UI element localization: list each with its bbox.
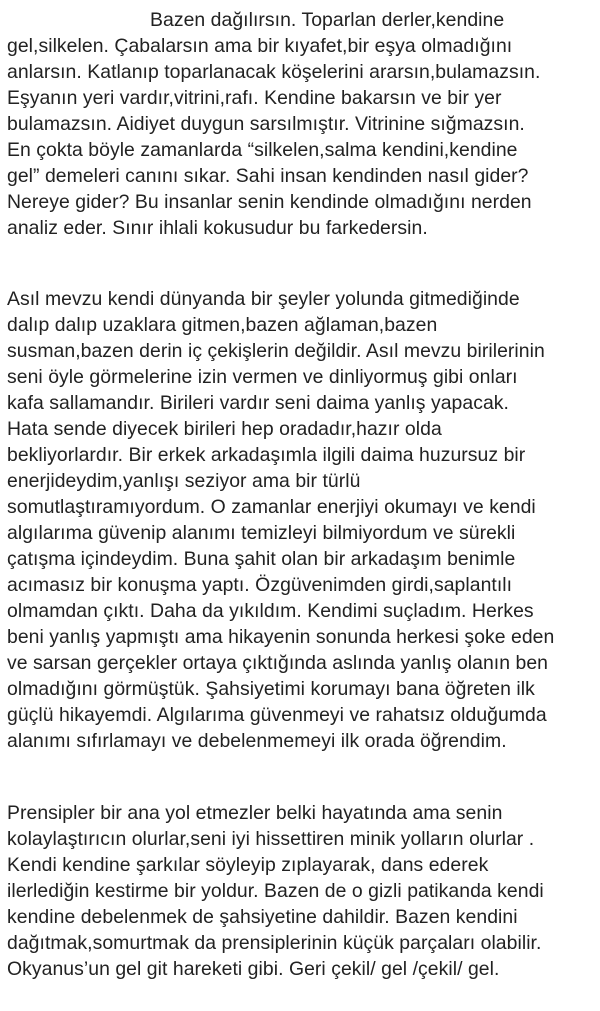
text-line: Okyanus’un gel git hareketi gibi. Geri çekil/ gel /çekil/ gel.: [7, 958, 500, 980]
text-line: alanımı sıfırlamayı ve debelenmemeyi ilk orada öğrendim.: [7, 730, 507, 752]
text-line: susman,bazen derin iç çekişlerin değildir. Asıl mevzu birilerinin: [7, 340, 545, 362]
text-line: Kendi kendine şarkılar söyleyip zıplayarak, dans ederek: [7, 854, 489, 876]
text-line: çatışma içindeydim. Buna şahit olan bir arkadaşım benimle: [7, 548, 516, 570]
text-line: bekliyorlardır. Bir erkek arkadaşımla ilgili daima huzursuz bir: [7, 444, 526, 466]
text-line: analiz eder. Sınır ihlali kokusudur bu farkedersin.: [7, 217, 428, 239]
text-line: Hata sende diyecek birileri hep oradadır,hazır olda: [7, 418, 442, 440]
text-line: Asıl mevzu kendi dünyanda bir şeyler yolunda gitmediğinde: [7, 288, 520, 310]
text-line: Eşyanın yeri vardır,vitrini,rafı. Kendine bakarsın ve bir yer: [7, 87, 502, 109]
text-line: seni öyle görmelerine izin vermen ve dinliyormuş gibi onları: [7, 366, 518, 388]
text-line: Nereye gider? Bu insanlar senin kendinde olmadığını nerden: [7, 191, 532, 213]
text-line: acımasız bir konuşma yaptı. Özgüvenimden girdi,saplantılı: [7, 574, 513, 596]
text-line: gel” demeleri canını sıkar. Sahi insan kendinden nasıl gider?: [7, 165, 529, 187]
text-line: Bazen dağılırsın. Toparlan derler,kendine: [150, 9, 505, 31]
text-line: bulamazsın. Aidiyet duygun sarsılmıştır. Vitrinine sığmazsın.: [7, 113, 525, 135]
text-line: En çokta böyle zamanlarda “silkelen,salma kendini,kendine: [7, 139, 518, 161]
text-line: olmamdan çıktı. Daha da yıkıldım. Kendimi suçladım. Herkes: [7, 600, 534, 622]
text-line: beni yanlış yapmıştı ama hikayenin sonunda herkesi şoke eden: [7, 626, 555, 648]
text-line: ve sarsan gerçekler ortaya çıktığında aslında yanlış olanın ben: [7, 652, 549, 674]
text-line: somutlaştıramıyordum. O zamanlar enerjiyi okumayı ve kendi: [7, 496, 536, 518]
text-line: enerjideydim,yanlışı seziyor ama bir türlü: [7, 470, 361, 492]
text-line: dağıtmak,somurtmak da prensiplerinin küçük parçaları olabilir.: [7, 932, 542, 954]
text-line: anlarsın. Katlanıp toparlanacak köşelerini ararsın,bulamazsın.: [7, 61, 541, 83]
text-line: gel,silkelen. Çabalarsın ama bir kıyafet,bir eşya olmadığını: [7, 35, 513, 57]
text-line: güçlü hikayemdi. Algılarıma güvenmeyi ve rahatsız olduğumda: [7, 704, 547, 726]
text-line: kolaylaştırıcın olurlar,seni iyi hissettiren minik yolların olurlar .: [7, 828, 535, 850]
text-line: kafa sallamandır. Birileri vardır seni daima yanlış yapacak.: [7, 392, 509, 414]
text-line: kendine debelenmek de şahsiyetine dahildir. Bazen kendini: [7, 906, 518, 928]
text-line: Prensipler bir ana yol etmezler belki hayatında ama senin: [7, 802, 503, 824]
text-line: ilerlediğin kestirme bir yoldur. Bazen de o gizli patikanda kendi: [7, 880, 544, 902]
text-line: dalıp dalıp uzaklara gitmen,bazen ağlaman,bazen: [7, 314, 438, 336]
text-line: olmadığını görmüştük. Şahsiyetimi korumayı bana öğreten ilk: [7, 678, 535, 700]
text-line: algılarıma güvenip alanımı temizleyi bilmiyordum ve sürekli: [7, 522, 516, 544]
